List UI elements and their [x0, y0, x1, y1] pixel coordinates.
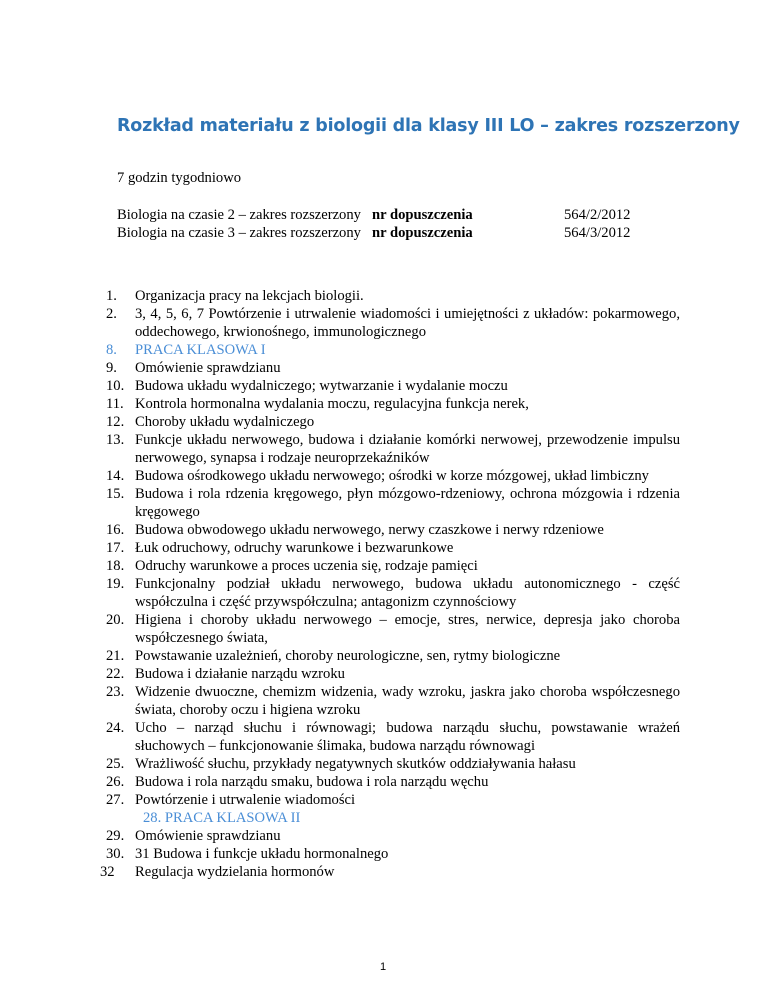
approval-number: 564/2/2012 — [564, 207, 631, 223]
list-item-number: 2. — [106, 306, 117, 322]
list-item — [106, 341, 680, 359]
list-item-text: Odruchy warunkowe a proces uczenia się, rodzaje pamięci — [135, 558, 478, 574]
list-item-text: Budowa obwodowego układu nerwowego, nerwy czaszkowe i nerwy rdzeniowe — [135, 522, 604, 538]
textbook-name: Biologia na czasie 3 – zakres rozszerzony — [117, 225, 361, 241]
list-item — [106, 521, 680, 539]
list-item-number: 13. — [106, 432, 125, 448]
list-item-number: 15. — [106, 486, 125, 502]
list-item — [106, 539, 680, 557]
list-item-number: 27. — [106, 792, 125, 808]
list-item — [106, 845, 680, 863]
list-item — [106, 791, 680, 809]
list-item-number: 18. — [106, 558, 125, 574]
list-item-number: 8. — [106, 342, 117, 358]
list-item-number: 20. — [106, 612, 125, 628]
textbook-table — [117, 207, 677, 243]
approval-number: 564/3/2012 — [564, 225, 631, 241]
list-item-number: 26. — [106, 774, 125, 790]
list-item-text: Kontrola hormonalna wydalania moczu, regulacyjna funkcja nerek, — [135, 396, 529, 412]
list-item-number: 22. — [106, 666, 125, 682]
list-item-number: 28. — [143, 810, 162, 826]
list-item — [106, 467, 680, 485]
list-item-text: Organizacja pracy na lekcjach biologii. — [135, 288, 364, 304]
list-item-number: 1. — [106, 288, 117, 304]
document-title: Rozkład materiału z biologii dla klasy III LO – zakres rozszerzony — [117, 116, 740, 136]
list-item-number: 12. — [106, 414, 125, 430]
hours-per-week: 7 godzin tygodniowo — [117, 170, 242, 186]
textbook-name: Biologia na czasie 2 – zakres rozszerzony — [117, 207, 361, 223]
textbook-row — [117, 225, 677, 243]
list-item-number: 25. — [106, 756, 125, 772]
textbook-row — [117, 207, 677, 225]
list-item-number: 17. — [106, 540, 125, 556]
list-item-text: Choroby układu wydalniczego — [135, 414, 315, 430]
list-item-number: 14. — [106, 468, 125, 484]
approval-label: nr dopuszczenia — [372, 207, 473, 223]
list-item-number: 21. — [106, 648, 125, 664]
list-item-text: Budowa i rola narządu smaku, budowa i rola narządu węchu — [135, 774, 489, 790]
list-item-number: 16. — [106, 522, 125, 538]
list-item-text: Widzenie dwuoczne, chemizm widzenia, wady wzroku, jaskra jako choroba współczesnego świata, choroby oczu i higiena wzroku — [135, 684, 680, 718]
list-item-number: 29. — [106, 828, 125, 844]
list-item — [106, 485, 680, 521]
list-item-text: Funkcje układu nerwowego, budowa i działanie komórki nerwowej, przewodzenie impulsu nerwowego, synapsa i rodzaje neuroprzekaźników — [135, 432, 680, 466]
list-item — [106, 431, 680, 467]
list-item-text: Budowa układu wydalniczego; wytwarzanie i wydalanie moczu — [135, 378, 508, 394]
list-item — [106, 305, 680, 341]
list-item — [106, 755, 680, 773]
list-item — [106, 827, 680, 845]
lesson-list — [100, 287, 680, 881]
list-item-text: Budowa ośrodkowego układu nerwowego; ośrodki w korze mózgowej, układ limbiczny — [135, 468, 649, 484]
list-item-text: Ucho – narząd słuchu i równowagi; budowa narządu słuchu, powstawanie wrażeń słuchowych – funkcjonowanie ślimaka, budowa narządu równowagi — [135, 720, 680, 754]
list-item-text: Budowa i rola rdzenia kręgowego, płyn mózgowo-rdzeniowy, ochrona mózgowia i rdzenia kręgowego — [135, 486, 680, 520]
list-item-text: Wrażliwość słuchu, przykłady negatywnych skutków oddziaływania hałasu — [135, 756, 576, 772]
list-item-number: 19. — [106, 576, 125, 592]
list-item — [106, 665, 680, 683]
list-item — [106, 809, 680, 827]
list-item — [106, 377, 680, 395]
list-item-text: PRACA KLASOWA I — [135, 342, 266, 358]
list-item — [106, 575, 680, 611]
list-item-text: Łuk odruchowy, odruchy warunkowe i bezwarunkowe — [135, 540, 454, 556]
list-item-text: Higiena i choroby układu nerwowego – emocje, stres, nerwice, depresja jako choroba współczesnego świata, — [135, 612, 680, 646]
list-item — [100, 863, 680, 881]
list-item-text: 3, 4, 5, 6, 7 Powtórzenie i utrwalenie wiadomości i umiejętności z układów: pokarmowego, oddechowego, krwionośnego, immunologicznego — [135, 306, 680, 340]
list-item-text: 31 Budowa i funkcje układu hormonalnego — [135, 846, 389, 862]
list-item-text: Omówienie sprawdzianu — [135, 828, 281, 844]
list-item-number: 10. — [106, 378, 125, 394]
list-item — [106, 557, 680, 575]
list-item-number: 32 — [100, 864, 115, 880]
list-item-number: 9. — [106, 360, 117, 376]
list-item-text: Regulacja wydzielania hormonów — [135, 864, 335, 880]
list-item — [106, 287, 680, 305]
list-item-text: Omówienie sprawdzianu — [135, 360, 281, 376]
list-item-text: Funkcjonalny podział układu nerwowego, budowa układu autonomicznego - część współczulna i część przywspółczulna; antagonizm czynnościowy — [135, 576, 680, 610]
list-item — [106, 719, 680, 755]
list-item — [106, 359, 680, 377]
approval-label: nr dopuszczenia — [372, 225, 473, 241]
list-item — [106, 611, 680, 647]
list-item-number: 11. — [106, 396, 124, 412]
list-item — [106, 395, 680, 413]
list-item — [106, 683, 680, 719]
list-item-text: Powstawanie uzależnień, choroby neurologiczne, sen, rytmy biologiczne — [135, 648, 561, 664]
list-item — [106, 413, 680, 431]
list-item — [106, 773, 680, 791]
list-item-number: 23. — [106, 684, 125, 700]
list-item-number: 24. — [106, 720, 125, 736]
page-number: 1 — [380, 961, 387, 973]
list-item — [106, 647, 680, 665]
list-item-text: PRACA KLASOWA II — [164, 810, 301, 826]
list-item-text: Powtórzenie i utrwalenie wiadomości — [135, 792, 356, 808]
list-item-text: Budowa i działanie narządu wzroku — [135, 666, 345, 682]
list-item-number: 30. — [106, 846, 125, 862]
